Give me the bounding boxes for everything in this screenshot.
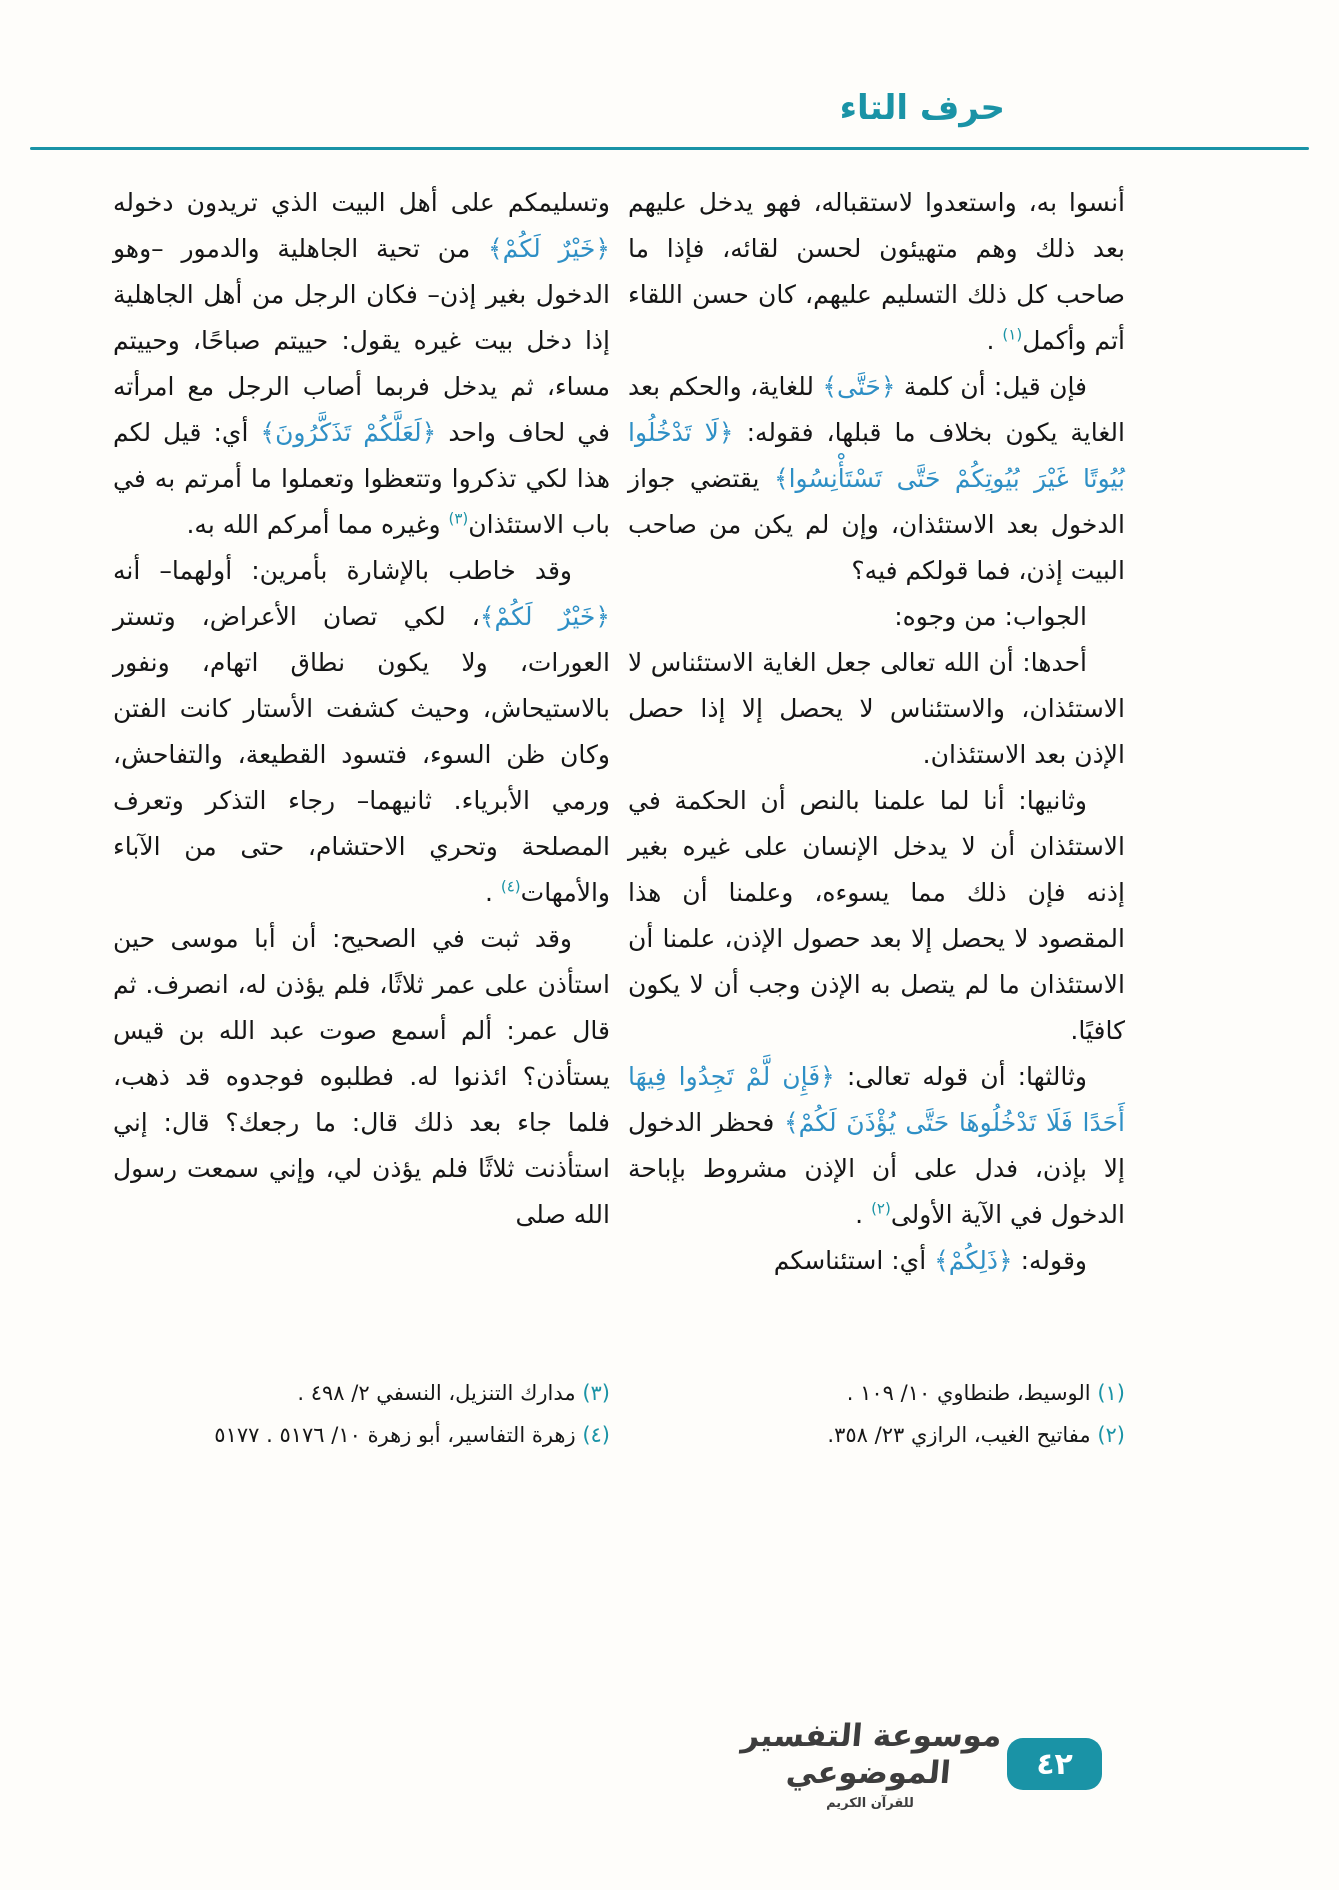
footnote [628,1372,1125,1414]
footnote-ref: (٣) [448,509,469,528]
footnote-number: (٤) [575,1423,610,1447]
paragraph [628,364,1125,594]
series-logo-subtitle: للقرآن الكريم [826,1796,914,1812]
text-run: يقتضي جواز الدخول بعد الاستئذان، وإن لم يكن من صاحب البيت إذن، فما قولكم فيه؟ [628,464,1125,585]
paragraph [628,1054,1125,1238]
text-run: . [484,878,501,907]
page-number-badge [1007,1738,1102,1790]
series-logo [730,1718,1010,1811]
text-run: وغيره مما أمركم الله به. [186,510,449,539]
quran-quote: ﴿فَإِن لَّمْ تَجِدُوا فِيهَا أَحَدًا فَلَا تَدْخُلُوهَا حَتَّى يُؤْذَنَ لَكُمْ﴾ [628,1062,1125,1137]
footnote-ref: (١) [1002,325,1023,344]
footnote [113,1414,610,1456]
header-divider [30,147,1309,150]
column-right [628,180,1125,1284]
text-run: وقد خاطب بالإشارة بأمرين: أولهما– أنه [113,556,572,585]
text-run: أنسوا به، واستعدوا لاستقباله، فهو يدخل عليهم بعد ذلك وهم متهيئون لحسن لقائه، فإذا ما صاحب كل ذلك التسليم عليهم، كان حسن اللقاء أتم وأكمل [628,188,1125,355]
footnote-text: مفاتيح الغيب، الرازي ٢٣/ ٣٥٨. [827,1423,1091,1447]
page-body [113,180,1125,1284]
text-run: . [986,326,1003,355]
paragraph [628,640,1125,778]
text-run: أي: استئناسكم [773,1246,935,1275]
text-run: فحظر الدخول إلا بإذن، فدل على أن الإذن مشروط بإباحة الدخول في الآية الأولى [628,1108,1125,1229]
text-run: فإن قيل: أن كلمة [895,372,1088,401]
footnote-number: (٢) [1090,1423,1125,1447]
quran-quote: ﴿ذَلِكُمْ﴾ [934,1246,1013,1275]
footnote-text: مدارك التنزيل، النسفي ٢/ ٤٩٨ . [297,1381,576,1405]
quran-quote: ﴿لَعَلَّكُمْ تَذَكَّرُونَ﴾ [260,418,437,447]
text-run: أحدها: أن الله تعالى جعل الغاية الاستئناس لا الاستئذان، والاستئناس لا يحصل إلا إذا حصل الإذن بعد الاستئذان. [628,648,1125,769]
footnotes-section [113,1372,1125,1456]
column-left [113,180,610,1284]
paragraph [628,778,1125,1054]
footnote-number: (١) [1090,1381,1125,1405]
paragraph [628,594,1125,640]
footnote-text: زهرة التفاسير، أبو زهرة ١٠/ ٥١٧٦ . ٥١٧٧ [214,1423,576,1447]
footnotes-left [113,1372,610,1456]
text-run: وثالثها: أن قوله تعالى: [834,1062,1087,1091]
text-run: ، لكي تصان الأعراض، وتستر العورات، ولا يكون نطاق اتهام، ونفور بالاستيحاش، وحيث كشفت الأستار كانت الفتن وكان ظن السوء، فتسود القطيعة، والتفاحش، ورمي الأبرياء. ثانيهما– رجاء التذكر وتعرف المصلحة وتحري الاحتشام، حتى من الآباء والأمهات [113,602,610,907]
footnote-number: (٣) [575,1381,610,1405]
footnote-text: الوسيط، طنطاوي ١٠/ ١٠٩ . [846,1381,1091,1405]
paragraph [628,1238,1125,1284]
quran-quote: ﴿لَا تَدْخُلُوا بُيُوتًا غَيْرَ بُيُوتِكُمْ حَتَّى تَسْتَأْنِسُوا﴾ [628,418,1125,493]
chapter-heading: حرف التاء [839,88,1005,128]
text-run: وتسليمكم على أهل البيت الذي تريدون دخوله [113,188,610,217]
quran-quote: ﴿خَيْرٌ لَكُمْ﴾ [488,234,610,263]
paragraph [113,548,610,916]
text-run: الجواب: من وجوه: [894,602,1087,631]
footnotes-right [628,1372,1125,1456]
paragraph [628,180,1125,364]
footnote [628,1414,1125,1456]
text-run: وقد ثبت في الصحيح: أن أبا موسى حين استأذن على عمر ثلاثًا، فلم يؤذن له، انصرف. ثم قال عمر: ألم أسمع صوت عبد الله بن قيس يستأذن؟ ائذنوا له. فطلبوه فوجدوه قد ذهب، فلما جاء بعد ذلك قال: ما رجعك؟ قال: إني استأذنت ثلاثًا فلم يؤذن لي، وإني سمعت رسول الله صلى [113,924,610,1229]
text-run: وقوله: [1012,1246,1087,1275]
quran-quote: ﴿حَتَّى﴾ [822,372,896,401]
footnote-ref: (٢) [871,1199,891,1218]
text-run: وثانيها: أنا لما علمنا بالنص أن الحكمة في الاستئذان أن لا يدخل الإنسان على غيره بغير إذنه فإن ذلك مما يسوءه، وعلمنا أن هذا المقصود لا يحصل إلا بعد حصول الإذن، علمنا أن الاستئذان ما لم يتصل به الإذن وجب أن لا يكون كافيًا. [628,786,1125,1045]
text-run: . [855,1200,872,1229]
footnote-ref: (٤) [500,877,521,896]
quran-quote: ﴿خَيْرٌ لَكُمْ﴾ [479,602,610,631]
paragraph [113,180,610,548]
text-run: أي: قيل لكم هذا لكي تذكروا وتتعظوا وتعملوا ما أمرتم به في باب الاستئذان [113,418,610,539]
text-run: من تحية الجاهلية والدمور –وهو الدخول بغير إذن– فكان الرجل من أهل الجاهلية إذا دخل بيت غيره يقول: حييتم صباحًا، وحييتم مساء، ثم يدخل فربما أصاب الرجل مع امرأته في لحاف واحد [113,234,610,447]
page-number: ٤٢ [1036,1746,1073,1782]
footnote [113,1372,610,1414]
series-logo-title: موسوعة التفسير الموضوعي [740,1718,1004,1792]
text-run: للغاية، والحكم بعد الغاية يكون بخلاف ما قبلها، فقوله: [628,372,1125,447]
paragraph [113,916,610,1238]
